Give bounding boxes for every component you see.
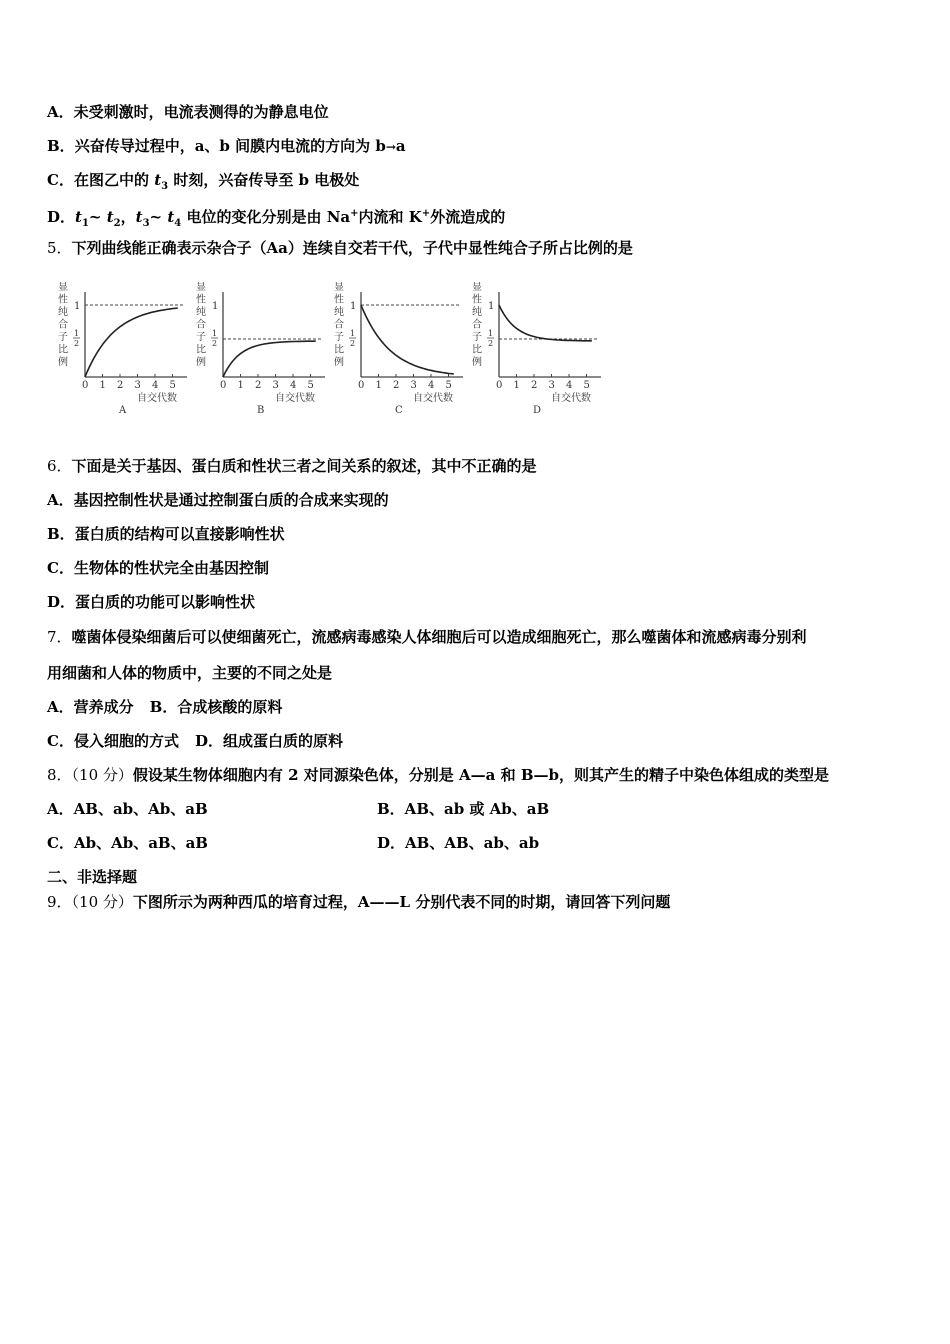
panel-label: D	[533, 405, 542, 416]
ylabel-char: 显	[58, 282, 68, 293]
q4-option-c: C．在图乙中的 $t_3$ 时刻，兴奋传导至 b 电极处	[47, 171, 360, 192]
ylabel-char: 显	[196, 282, 206, 293]
x-tick-label: 2	[117, 380, 124, 391]
q6-option-c: C．生物体的性状完全由基因控制	[47, 559, 269, 577]
q7-option-c: C．侵入细胞的方式	[47, 732, 179, 750]
q4-option-d: D．$t_1\sim$ $t_2$，$t_3\sim$ $t_4$ 电位的变化分别是由 Na+内流和 K+外流造成的	[47, 208, 506, 229]
x-tick-label: 5	[169, 380, 176, 391]
y-tick-label: 2	[350, 339, 356, 348]
x-tick-label: 0	[220, 380, 227, 391]
q8-stem: 8．（10 分）假设某生物体细胞内有 2 对同源染色体，分别是 A—a 和 B—b，则其产生的精子中染色体组成的类型是	[47, 766, 829, 784]
ylabel-char: 子	[58, 332, 68, 343]
q7-options-cd	[47, 731, 343, 751]
ylabel-char: 比	[334, 344, 344, 356]
ylabel-char: 合	[472, 319, 482, 331]
ylabel-char: 性	[58, 294, 68, 306]
x-tick-label: 3	[548, 380, 555, 391]
x-tick-label: 2	[255, 380, 262, 391]
q8-option-d: D．AB、AB、ab、ab	[377, 834, 540, 852]
x-tick-label: 5	[583, 380, 590, 391]
panel-label: A	[119, 405, 127, 416]
x-tick-label: 1	[237, 380, 244, 391]
q7-stem-line1: 7．噬菌体侵染细菌后可以使细菌死亡，流感病毒感染人体细胞后可以造成细胞死亡，那么噬菌体和流感病毒分别利	[47, 628, 807, 646]
x-tick-label: 0	[82, 380, 89, 391]
ylabel-char: 例	[472, 357, 482, 368]
x-tick-label: 1	[99, 380, 106, 391]
x-tick-label: 3	[410, 380, 417, 391]
y-tick-label: 1	[488, 301, 495, 312]
xlabel: 自交代数	[275, 393, 315, 404]
y-tick-label: 1	[74, 301, 81, 312]
ylabel-char: 子	[196, 332, 206, 343]
panel-label: B	[257, 405, 265, 416]
q5-graphs	[55, 282, 615, 417]
q4-option-a: A．未受刺激时，电流表测得的为静息电位	[47, 103, 329, 121]
curve-A	[85, 308, 178, 377]
x-tick-label: 0	[496, 380, 503, 391]
x-tick-label: 0	[358, 380, 365, 391]
x-tick-label: 4	[152, 380, 159, 391]
x-tick-label: 1	[375, 380, 382, 391]
q7-options-ab	[47, 697, 282, 717]
section2-title: 二、非选择题	[47, 868, 138, 886]
x-tick-label: 2	[531, 380, 538, 391]
curve-C	[361, 305, 454, 374]
q7-option-b: B．合成核酸的原料	[149, 698, 283, 716]
ylabel-char: 合	[334, 319, 344, 331]
q6-option-b: B．蛋白质的结构可以直接影响性状	[47, 525, 285, 543]
ylabel-char: 纯	[472, 307, 482, 318]
y-tick-label: 1	[488, 329, 494, 338]
q7-option-d: D．组成蛋白质的原料	[194, 732, 343, 750]
ylabel-char: 纯	[334, 307, 344, 318]
ylabel-char: 性	[334, 294, 344, 306]
ylabel-char: 例	[334, 357, 344, 368]
ylabel-char: 例	[196, 357, 206, 368]
xlabel: 自交代数	[551, 393, 591, 404]
y-tick-label: 1	[212, 301, 219, 312]
x-tick-label: 5	[307, 380, 314, 391]
xlabel: 自交代数	[137, 393, 177, 404]
x-tick-label: 2	[393, 380, 400, 391]
ylabel-char: 性	[196, 294, 206, 306]
q8-option-c: C．Ab、Ab、aB、aB	[47, 834, 208, 852]
ylabel-char: 性	[472, 294, 482, 306]
x-tick-label: 4	[290, 380, 297, 391]
ylabel-char: 显	[472, 282, 482, 293]
q6-stem: 6．下面是关于基因、蛋白质和性状三者之间关系的叙述，其中不正确的是	[47, 457, 537, 475]
ylabel-char: 合	[58, 319, 68, 331]
x-tick-label: 3	[134, 380, 141, 391]
y-tick-label: 1	[212, 329, 218, 338]
y-tick-label: 2	[74, 339, 80, 348]
x-tick-label: 1	[513, 380, 520, 391]
ylabel-char: 合	[196, 319, 206, 331]
x-tick-label: 4	[428, 380, 435, 391]
x-tick-label: 4	[566, 380, 573, 391]
ylabel-char: 比	[196, 344, 206, 356]
q8-option-a: A．AB、ab、Ab、aB	[47, 800, 208, 818]
xlabel: 自交代数	[413, 393, 453, 404]
y-tick-label: 1	[350, 329, 356, 338]
q7-stem-line2: 用细菌和人体的物质中，主要的不同之处是	[47, 664, 333, 682]
q7-option-a: A．营养成分	[47, 698, 134, 716]
curve-B	[223, 341, 316, 377]
q6-option-a: A．基因控制性状是通过控制蛋白质的合成来实现的	[47, 491, 389, 509]
q4-option-b: B．兴奋传导过程中，a、b 间膜内电流的方向为 b→a	[47, 137, 406, 155]
ylabel-char: 纯	[58, 307, 68, 318]
ylabel-char: 纯	[196, 307, 206, 318]
q8-option-b: B．AB、ab 或 Ab、aB	[377, 800, 550, 818]
y-tick-label: 1	[74, 329, 80, 338]
panel-label: C	[395, 405, 403, 416]
y-tick-label: 2	[212, 339, 218, 348]
ylabel-char: 例	[58, 357, 68, 368]
curve-D	[499, 305, 592, 341]
q5-stem: 5．下列曲线能正确表示杂合子（Aa）连续自交若干代，子代中显性纯合子所占比例的是	[47, 239, 633, 257]
q9-stem: 9．（10 分）下图所示为两种西瓜的培育过程，A——L 分别代表不同的时期，请回答下列问题	[47, 893, 671, 911]
x-tick-label: 3	[272, 380, 279, 391]
ylabel-char: 子	[472, 332, 482, 343]
y-tick-label: 1	[350, 301, 357, 312]
ylabel-char: 比	[58, 344, 68, 356]
q6-option-d: D．蛋白质的功能可以影响性状	[47, 593, 256, 611]
ylabel-char: 子	[334, 332, 344, 343]
ylabel-char: 比	[472, 344, 482, 356]
ylabel-char: 显	[334, 282, 344, 293]
y-tick-label: 2	[488, 339, 494, 348]
x-tick-label: 5	[445, 380, 452, 391]
